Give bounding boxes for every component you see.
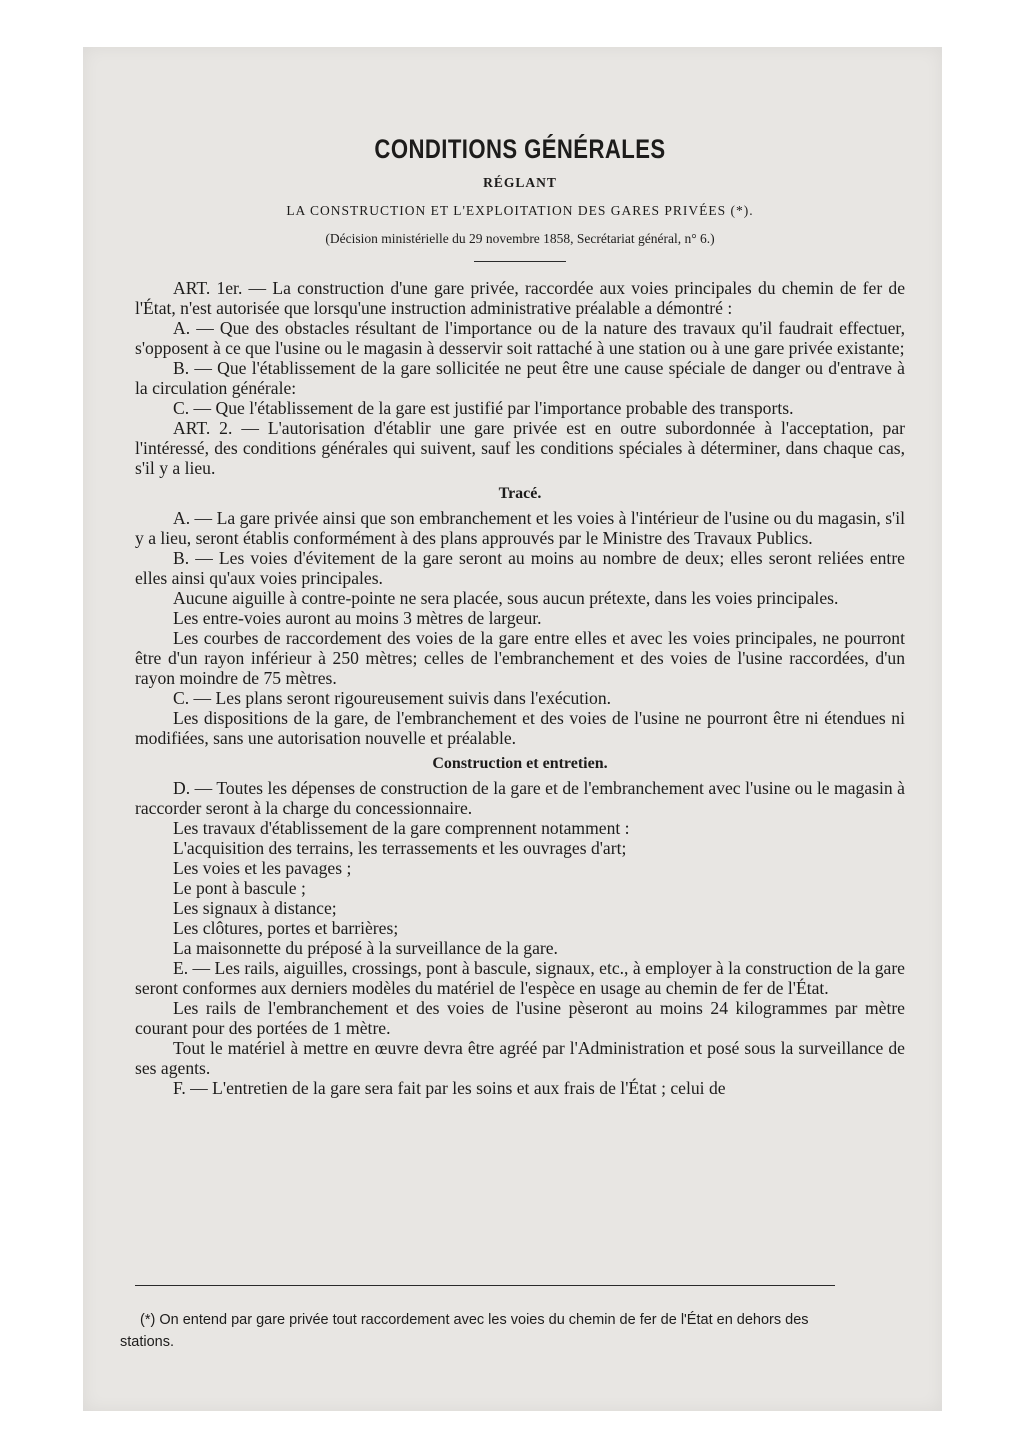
trace-paragraph: Les courbes de raccordement des voies de la gare entre elles et avec les voies principales, ne pourront être d'un rayon inférieur à 250 mètres; celles de l'embranchement et des voies de l'usine raccordées, d'un rayon moindre de 75 mètres. [135,628,905,688]
document-title: CONDITIONS GÉNÉRALES [374,134,666,164]
construction-paragraph: L'acquisition des terrains, les terrassements et les ouvrages d'art; [173,838,627,858]
scanned-page [83,47,942,1411]
construction-paragraph: Les travaux d'établissement de la gare comprennent notamment : [173,818,630,838]
article-1-b: B. — Que l'établissement de la gare sollicitée ne peut être une cause spéciale de danger ou d'entrave à la circulation générale: [135,358,905,398]
decision-reference: (Décision ministérielle du 29 novembre 1858, Secrétariat général, n° 6.) [325,231,715,246]
footnote-rule [135,1285,835,1286]
trace-paragraph: Aucune aiguille à contre-pointe ne sera placée, sous aucun prétexte, dans les voies principales. [173,588,839,608]
construction-paragraph: Les rails de l'embranchement et des voies de l'usine pèseront au moins 24 kilogrammes par mètre courant pour des portées de 1 mètre. [135,998,905,1038]
article-1-a: A. — Que des obstacles résultant de l'importance ou de la nature des travaux qu'il faudrait effectuer, s'opposent à ce que l'usine ou le magasin à desservir soit rattaché à une station ou à une gare privée existante; [135,318,905,358]
construction-paragraph: Les clôtures, portes et barrières; [173,918,399,938]
section-heading-construction: Construction et entretien. [432,755,608,772]
construction-paragraph: Tout le matériel à mettre en œuvre devra être agréé par l'Administration et posé sous la surveillance de ses agents. [135,1038,905,1078]
construction-paragraph: F. — L'entretien de la gare sera fait par les soins et aux frais de l'État ; celui de [173,1078,726,1098]
page-text [135,134,905,1098]
trace-paragraph: Les entre-voies auront au moins 3 mètres de largeur. [173,608,542,628]
footnote: (*) On entend par gare privée tout raccordement avec les voies du chemin de fer de l'État en dehors des stations. [120,1312,809,1350]
construction-paragraph: D. — Toutes les dépenses de construction de la gare et de l'embranchement avec l'usine ou le magasin à raccorder seront à la charge du concessionnaire. [135,778,905,818]
article-2: ART. 2. — L'autorisation d'établir une gare privée est en outre subordonnée à l'acceptation, par l'intéressé, des conditions générales qui suivent, sauf les conditions spéciales à déterminer, dans chaque cas, s'il y a lieu. [135,418,905,478]
construction-paragraph: La maisonnette du préposé à la surveillance de la gare. [173,938,558,958]
construction-paragraph: E. — Les rails, aiguilles, crossings, pont à bascule, signaux, etc., à employer à la construction de la gare seront conformes aux derniers modèles du matériel de l'espèce en usage au chemin de fer de l'État. [135,958,905,998]
article-1: ART. 1er. — La construction d'une gare privée, raccordée aux voies principales du chemin de fer de l'État, n'est autorisée que lorsqu'une instruction administrative préalable a démontré : [135,278,905,318]
trace-paragraph: A. — La gare privée ainsi que son embranchement et les voies à l'intérieur de l'usine ou du magasin, s'il y a lieu, seront établis conformément à des plans approuvés par le Ministre des Travaux Publics. [135,508,905,548]
construction-paragraph: Les voies et les pavages ; [173,858,352,878]
title-rule [474,261,566,262]
section-heading-trace: Tracé. [498,485,542,502]
trace-paragraph: Les dispositions de la gare, de l'embranchement et des voies de l'usine ne pourront être ni étendues ni modifiées, sans une autorisation nouvelle et préalable. [135,708,905,748]
trace-paragraph: C. — Les plans seront rigoureusement suivis dans l'exécution. [173,688,612,708]
document-subtitle-2: LA CONSTRUCTION ET L'EXPLOITATION DES GARES PRIVÉES (*). [286,203,754,218]
trace-paragraph: B. — Les voies d'évitement de la gare seront au moins au nombre de deux; elles seront reliées entre elles ainsi qu'aux voies principales. [135,548,905,588]
construction-paragraph: Les signaux à distance; [173,898,337,918]
document-subtitle: RÉGLANT [483,175,557,190]
construction-paragraph: Le pont à bascule ; [173,878,306,898]
article-1-c: C. — Que l'établissement de la gare est justifié par l'importance probable des transports. [173,398,794,418]
